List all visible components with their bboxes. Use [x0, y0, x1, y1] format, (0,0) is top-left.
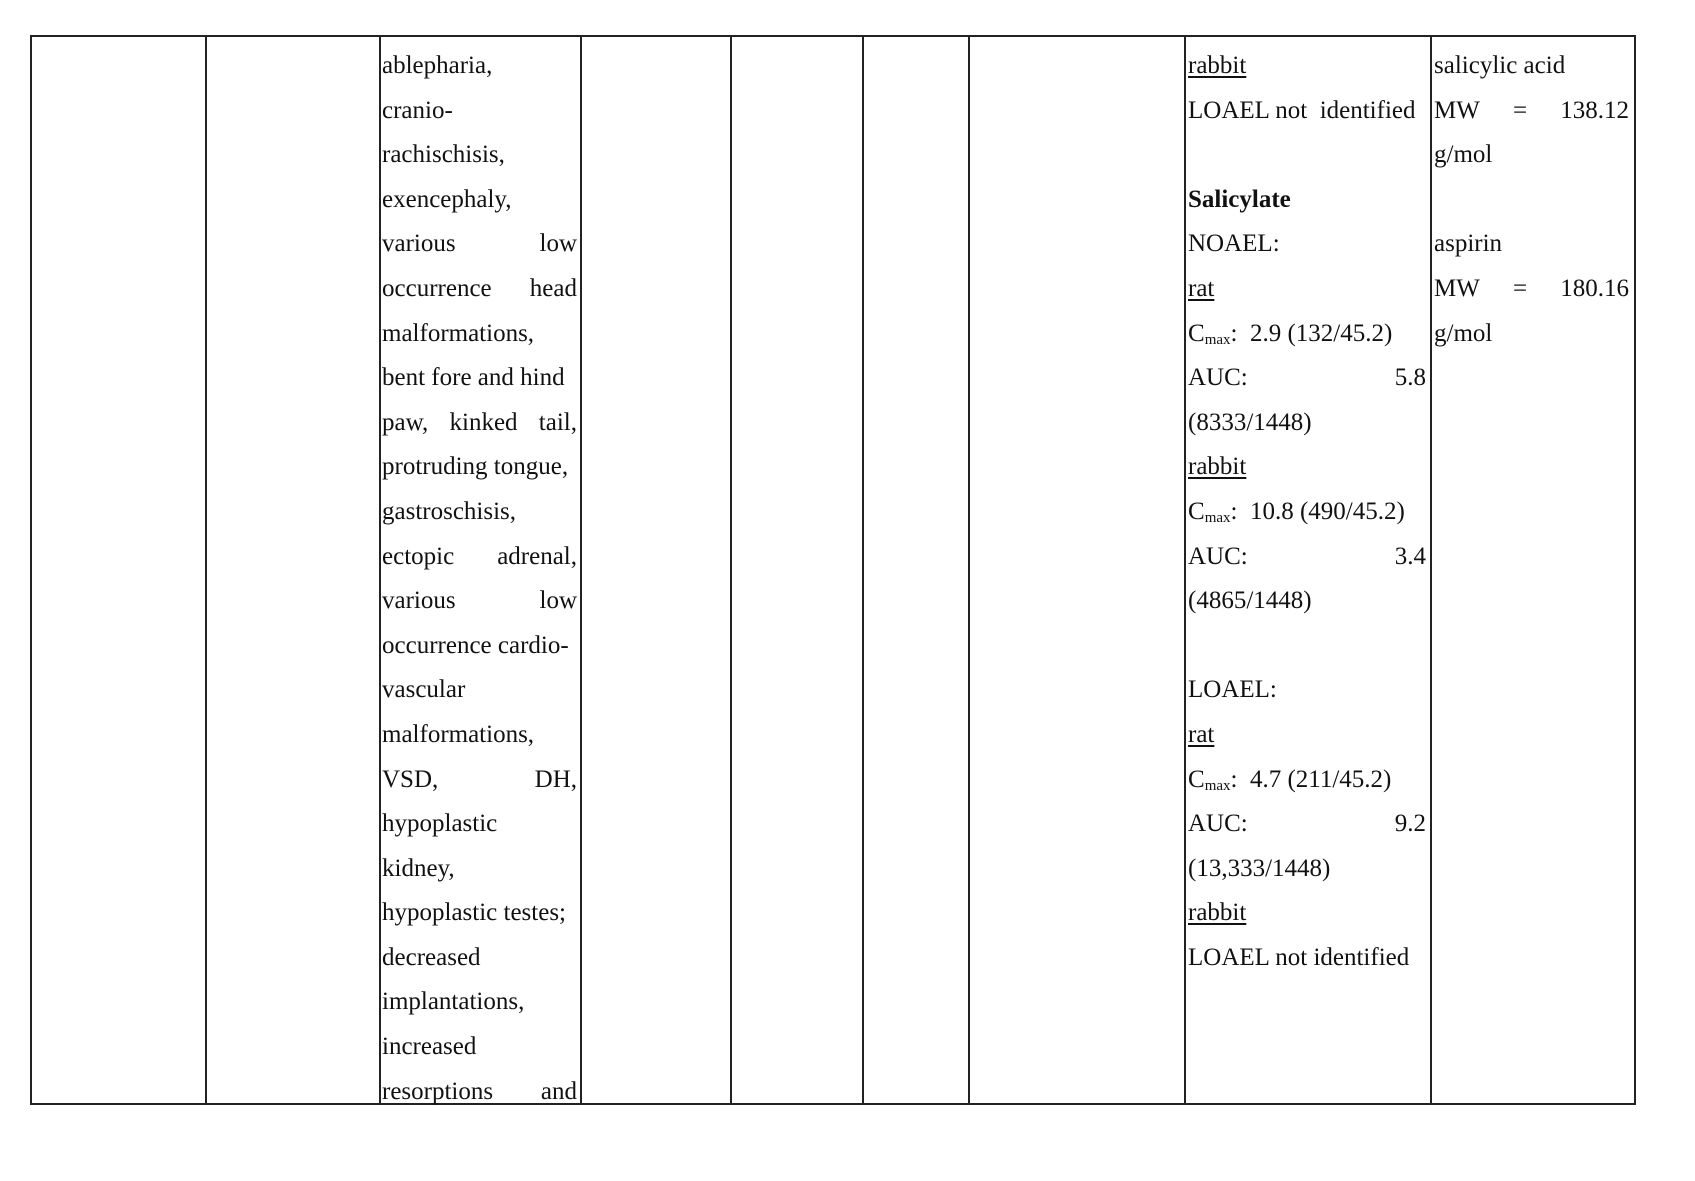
malformation-line: vascular: [382, 676, 466, 704]
column-divider: [1430, 35, 1432, 1105]
malformation-line: VSD, DH,: [382, 765, 577, 793]
malformation-line: occurrence head: [382, 274, 577, 302]
malformation-line: hypoplastic testes;: [382, 899, 566, 927]
malformation-line: protruding tongue,: [382, 453, 569, 481]
malformation-line: rachischisis,: [382, 141, 505, 169]
mw-row: MW = 138.12: [1434, 96, 1629, 124]
malformation-line: occurrence cardio-: [382, 631, 569, 659]
malformation-line: hypoplastic: [382, 810, 498, 838]
column-divider: [730, 35, 732, 1105]
species-label: rabbit: [1188, 52, 1247, 79]
loael-label: LOAEL:: [1188, 676, 1277, 704]
malformation-line: exencephaly,: [382, 185, 512, 213]
malformation-line: gastroschisis,: [382, 497, 517, 525]
column-divider: [379, 35, 381, 1105]
auc-ratio: (8333/1448): [1188, 408, 1312, 436]
auc-ratio: (13,333/1448): [1188, 854, 1331, 882]
malformation-line: various low: [382, 230, 577, 258]
cmax-row: $C_{max}$: 4.7 (211/45.2): [1188, 765, 1392, 794]
cmax-row: $C_{max}$: 2.9 (132/45.2): [1188, 319, 1393, 348]
malformations-cell: [382, 44, 577, 1114]
noael-loael-cell: [1188, 44, 1426, 980]
compound-name: salicylic acid: [1434, 52, 1566, 79]
column-divider: [862, 35, 864, 1105]
mw-unit: g/mol: [1434, 141, 1493, 169]
species-label: rat: [1188, 274, 1215, 302]
malformation-line: various low: [382, 587, 577, 615]
column-divider: [580, 35, 582, 1105]
malformation-line: increased: [382, 1033, 477, 1061]
species-label: rabbit: [1188, 899, 1247, 927]
cmax-row: $C_{max}$: 10.8 (490/45.2): [1188, 497, 1405, 526]
malformation-line: malformations,: [382, 319, 535, 347]
loael-not-identified: LOAEL not identified: [1188, 943, 1410, 971]
species-label: rat: [1188, 720, 1215, 748]
noael-label: NOAEL:: [1188, 230, 1280, 258]
malformation-line: paw, kinked tail,: [382, 408, 577, 436]
column-divider: [205, 35, 207, 1105]
column-divider: [1184, 35, 1186, 1105]
mw-row: MW = 180.16: [1434, 274, 1629, 302]
malformation-line: kidney,: [382, 854, 455, 882]
compound-name: aspirin: [1434, 230, 1503, 258]
auc-row: AUC: 9.2: [1188, 810, 1426, 838]
auc-row: AUC: 3.4: [1188, 542, 1426, 570]
malformation-line: bent fore and hind: [382, 364, 565, 392]
malformation-line: ectopic adrenal,: [382, 542, 577, 570]
auc-ratio: (4865/1448): [1188, 587, 1312, 615]
malformation-line: ablepharia,: [382, 52, 493, 79]
malformation-line: malformations,: [382, 720, 535, 748]
malformation-line: implantations,: [382, 988, 525, 1016]
auc-row: AUC: 5.8: [1188, 364, 1426, 392]
salicylate-heading: Salicylate: [1188, 185, 1291, 213]
species-label: rabbit: [1188, 453, 1247, 481]
malformation-line: resorptions and: [382, 1077, 577, 1105]
molecular-weight-cell: [1434, 44, 1629, 356]
loael-not-identified: LOAEL not identified: [1188, 96, 1416, 124]
malformation-line: cranio-: [382, 96, 453, 124]
column-divider: [968, 35, 970, 1105]
mw-unit: g/mol: [1434, 319, 1493, 347]
malformation-line: decreased: [382, 943, 481, 971]
